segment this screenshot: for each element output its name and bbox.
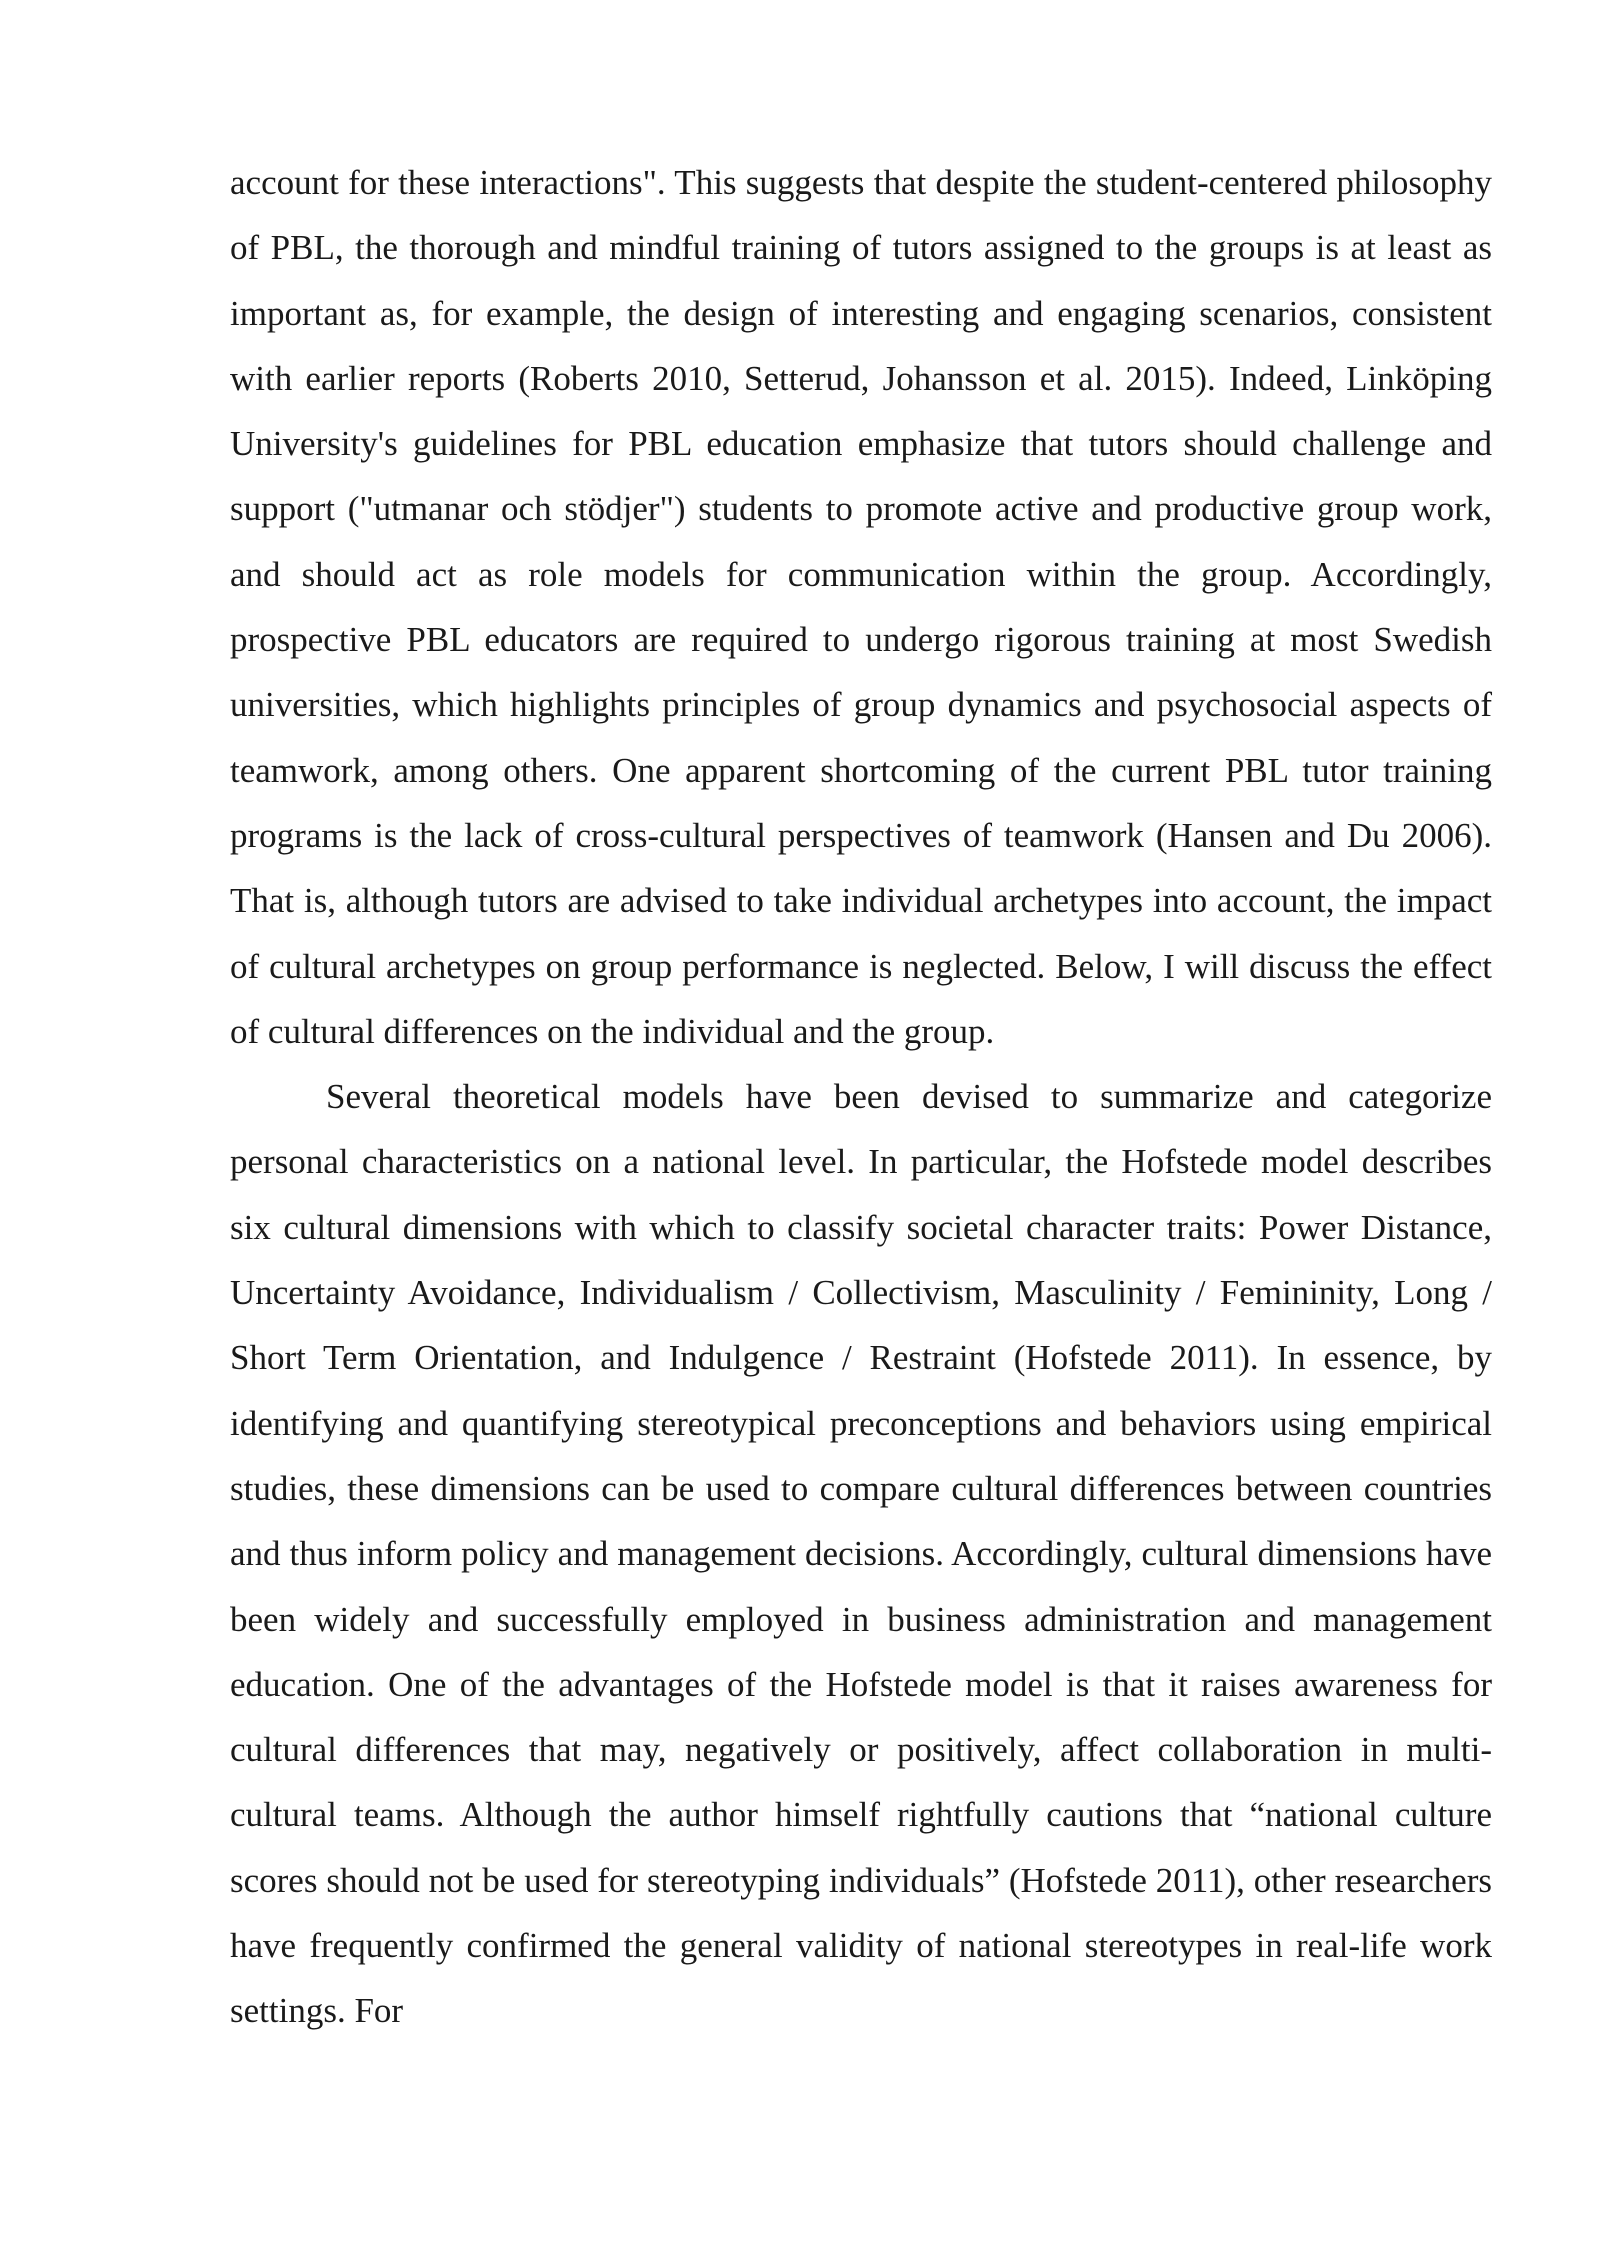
body-text bbox=[230, 150, 1492, 2044]
paragraph-hofstede-model: Several theoretical models have been devised to summarize and categorize personal characteristics on a national level. In particular, the Hofstede model describes six cultural dimensions with which to classify societal character traits: Power Distance, Uncertainty Avoidance, Individualism / Collectivism, Masculinity / Femininity, Long / Short Term Orientation, and Indulgence / Restraint (Hofstede 2011). In essence, by identifying and quantifying stereotypical preconceptions and behaviors using empirical studies, these dimensions can be used to compare cultural differences between countries and thus inform policy and management decisions. Accordingly, cultural dimensions have been widely and successfully employed in business administration and management education. One of the advantages of the Hofstede model is that it raises awareness for cultural differences that may, negatively or positively, affect collaboration in multi-cultural teams. Although the author himself rightfully cautions that “national culture scores should not be used for stereotyping individuals” (Hofstede 2011), other researchers have frequently confirmed the general validity of national stereotypes in real-life work settings. For bbox=[230, 1077, 1492, 2031]
paragraph-pbl-tutors: account for these interactions". This suggests that despite the student-centered philosophy of PBL, the thorough and mindful training of tutors assigned to the groups is at least as important as, for example, the design of interesting and engaging scenarios, consistent with earlier reports (Roberts 2010, Setterud, Johansson et al. 2015). Indeed, Linköping University's guidelines for PBL education emphasize that tutors should challenge and support ("utmanar och stödjer") students to promote active and productive group work, and should act as role models for communication within the group. Accordingly, prospective PBL educators are required to undergo rigorous training at most Swedish universities, which highlights principles of group dynamics and psychosocial aspects of teamwork, among others. One apparent shortcoming of the current PBL tutor training programs is the lack of cross-cultural perspectives of teamwork (Hansen and Du 2006). That is, although tutors are advised to take individual archetypes into account, the impact of cultural archetypes on group performance is neglected. Below, I will discuss the effect of cultural differences on the individual and the group. bbox=[230, 163, 1492, 1051]
